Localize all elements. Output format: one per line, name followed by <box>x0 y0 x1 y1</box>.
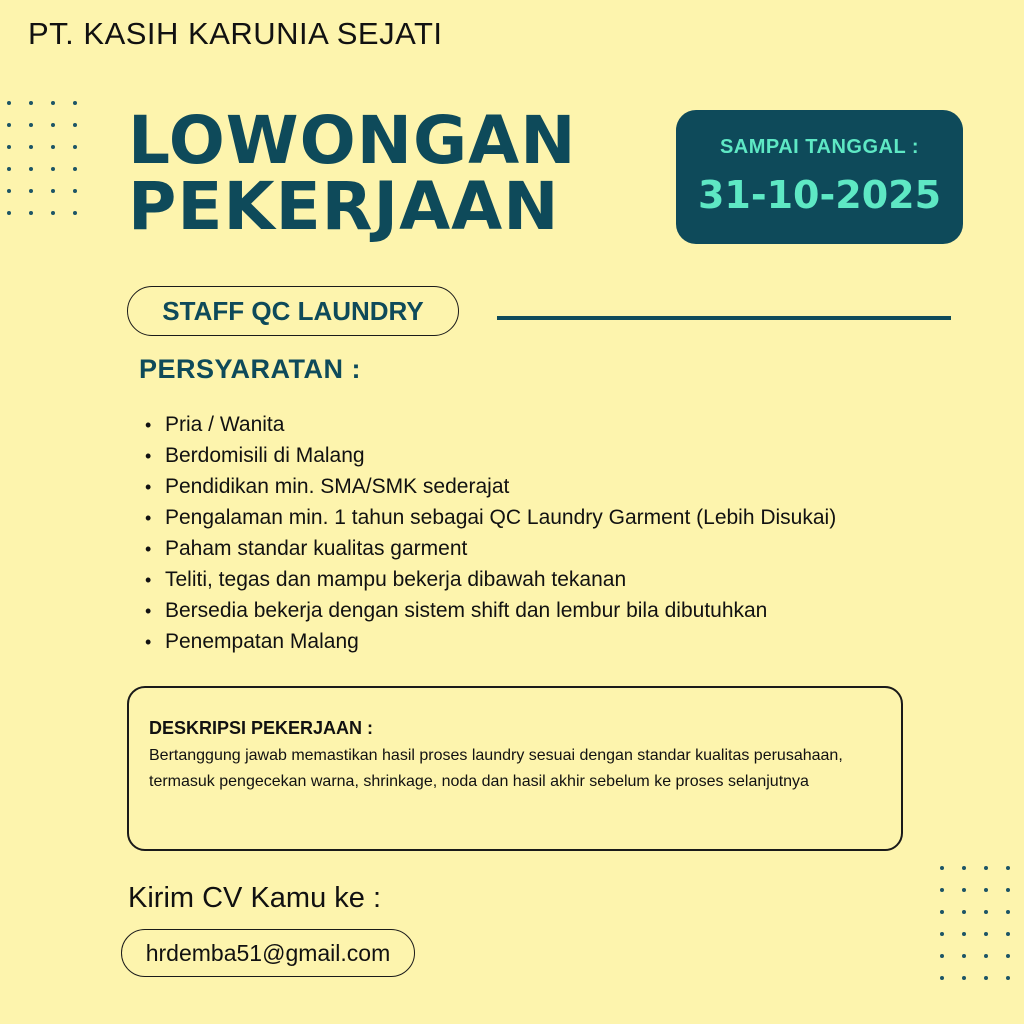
requirements-list <box>145 409 836 657</box>
requirement-item: • Teliti, tegas dan mampu bekerja dibawah tekanan <box>145 564 836 595</box>
job-description-text: Bertanggung jawab memastikan hasil proses laundry sesuai dengan standar kualitas perusahaan, termasuk pengecekan warna, shrinkage, noda dan hasil akhir sebelum ke proses selanjutnya <box>149 747 843 790</box>
headline-line-2: PEKERJAAN <box>128 168 560 245</box>
requirement-item: • Bersedia bekerja dengan sistem shift dan lembur bila dibutuhkan <box>145 595 836 626</box>
deadline-badge <box>676 110 963 244</box>
company-name: PT. KASIH KARUNIA SEJATI <box>28 16 443 51</box>
job-description-heading: DESKRIPSI PEKERJAAN : <box>149 718 374 738</box>
deadline-label: SAMPAI TANGGAL : <box>719 136 920 158</box>
decorative-dot-grid <box>7 101 77 215</box>
divider-line <box>497 316 951 320</box>
send-cv-label: Kirim CV Kamu ke : <box>128 882 381 914</box>
requirement-item: • Pria / Wanita <box>145 409 836 440</box>
contact-email[interactable]: hrdemba51@gmail.com <box>121 929 415 977</box>
requirement-item: • Penempatan Malang <box>145 626 836 657</box>
position-title: STAFF QC LAUNDRY <box>127 286 459 336</box>
deadline-date: 31-10-2025 <box>697 173 942 217</box>
requirement-item: • Paham standar kualitas garment <box>145 533 836 564</box>
headline-line-1: LOWONGAN <box>128 102 577 179</box>
decorative-dot-grid <box>940 866 1010 980</box>
requirements-heading: PERSYARATAN : <box>139 354 362 384</box>
requirement-item: • Pengalaman min. 1 tahun sebagai QC Laundry Garment (Lebih Disukai) <box>145 502 836 533</box>
requirement-item: • Pendidikan min. SMA/SMK sederajat <box>145 471 836 502</box>
requirement-item: • Berdomisili di Malang <box>145 440 836 471</box>
headline <box>128 102 577 245</box>
job-description-box <box>127 686 903 851</box>
